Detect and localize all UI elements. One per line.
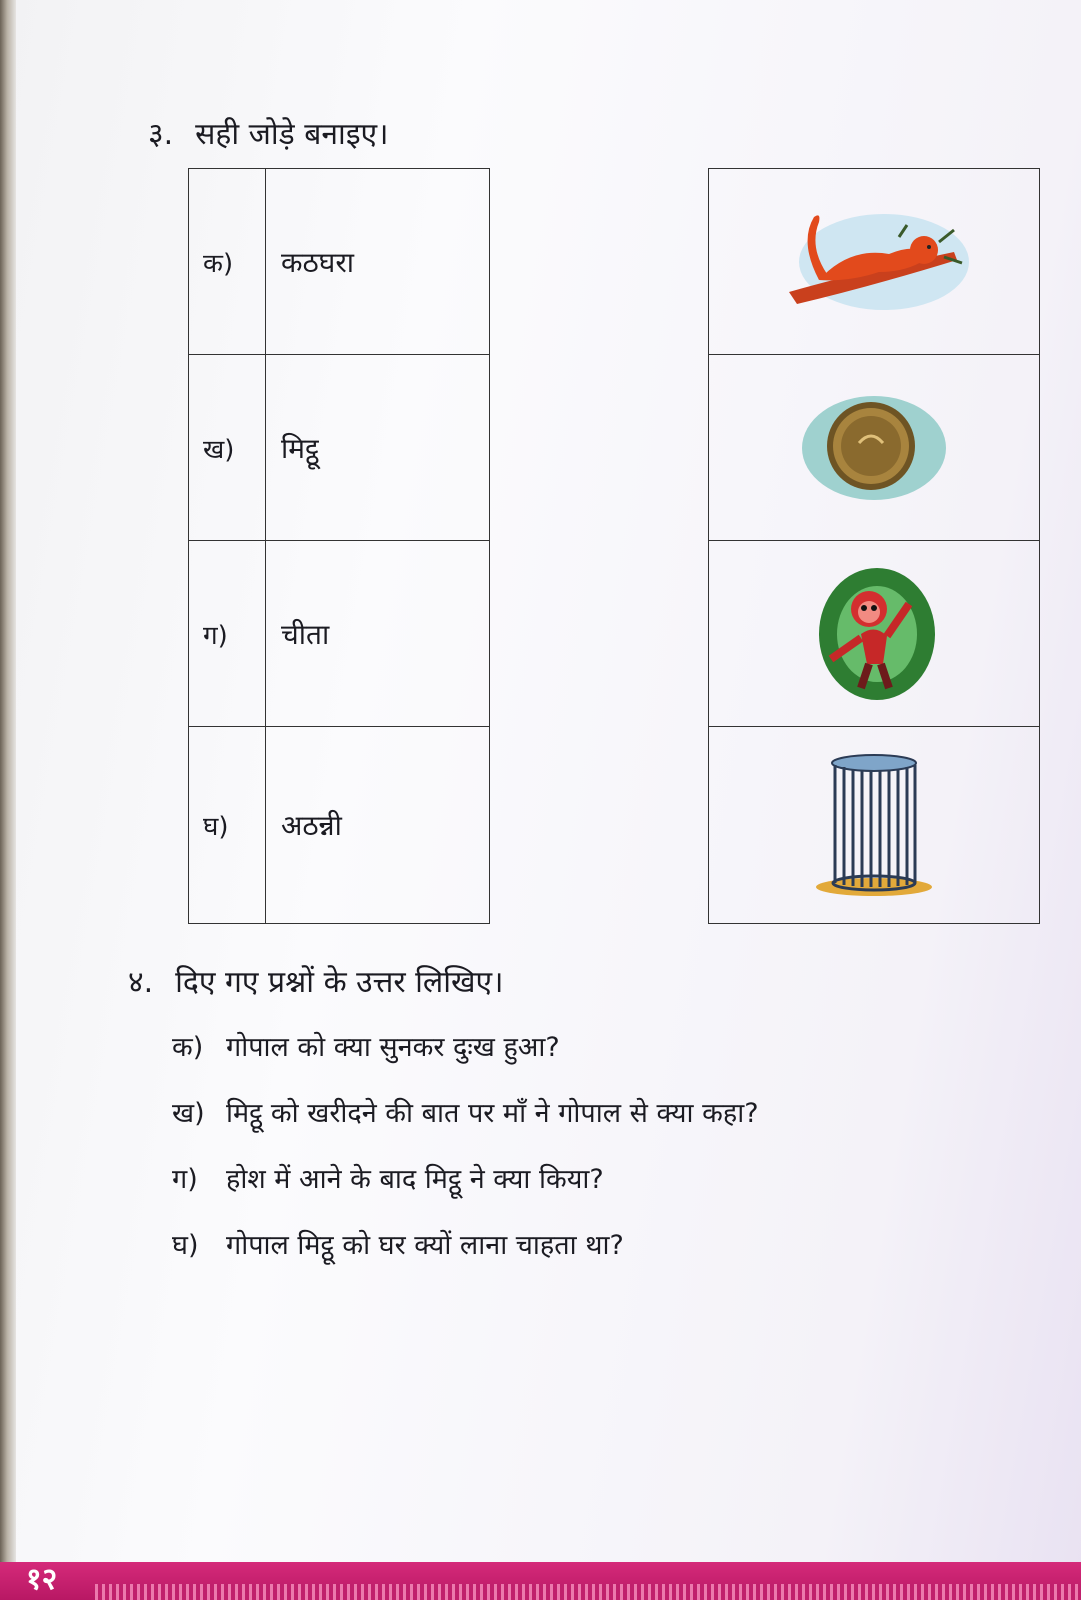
question-4-heading — [128, 960, 504, 1001]
column-divider — [265, 727, 266, 923]
item-label: ग) — [172, 1163, 198, 1195]
question-4-title: दिए गए प्रश्नों के उत्तर लिखिए। — [175, 965, 504, 1000]
match-row — [189, 169, 489, 355]
row-word: कठघरा — [281, 245, 355, 279]
list-item — [172, 1144, 759, 1210]
item-label: घ) — [172, 1229, 199, 1261]
question-list — [172, 1012, 759, 1276]
match-words-table — [188, 168, 490, 924]
picture-cell — [709, 727, 1039, 923]
row-label: ख) — [203, 434, 235, 465]
column-divider — [265, 169, 266, 354]
picture-cell — [709, 541, 1039, 727]
item-label: ख) — [172, 1097, 205, 1129]
match-row — [189, 727, 489, 923]
list-item — [172, 1210, 759, 1276]
row-word: मिट्ठू — [281, 431, 319, 465]
row-label: क) — [203, 248, 234, 279]
column-divider — [265, 355, 266, 540]
list-item — [172, 1012, 759, 1078]
item-label: क) — [172, 1031, 204, 1063]
question-3-heading — [148, 112, 389, 153]
monkey-icon — [809, 564, 939, 704]
row-label: ग) — [203, 620, 228, 651]
match-row — [189, 355, 489, 541]
item-text: होश में आने के बाद मिट्ठू ने क्या किया? — [226, 1163, 604, 1195]
item-text: मिट्ठू को खरीदने की बात पर माँ ने गोपाल से क्या कहा? — [226, 1097, 759, 1129]
cage-icon — [809, 745, 939, 905]
footer-stripe — [95, 1584, 1081, 1600]
picture-cell — [709, 355, 1039, 541]
match-pictures-table — [708, 168, 1040, 924]
row-label: घ) — [203, 812, 229, 842]
item-text: गोपाल मिट्ठू को घर क्यों लाना चाहता था? — [226, 1229, 624, 1261]
column-divider — [265, 541, 266, 726]
picture-cell — [709, 169, 1039, 355]
item-text: गोपाल को क्या सुनकर दुःख हुआ? — [226, 1031, 560, 1063]
match-row — [189, 541, 489, 727]
question-3-number: ३. — [148, 117, 174, 152]
list-item — [172, 1078, 759, 1144]
row-word: अठन्नी — [281, 809, 342, 842]
book-spine-edge — [0, 0, 16, 1600]
question-4-number: ४. — [128, 965, 154, 1000]
coin-icon — [799, 388, 949, 508]
question-3-title: सही जोड़े बनाइए। — [195, 117, 389, 152]
row-word: चीता — [281, 617, 330, 651]
leopard-on-branch-icon — [779, 202, 969, 322]
page-number: १२ — [26, 1562, 58, 1597]
